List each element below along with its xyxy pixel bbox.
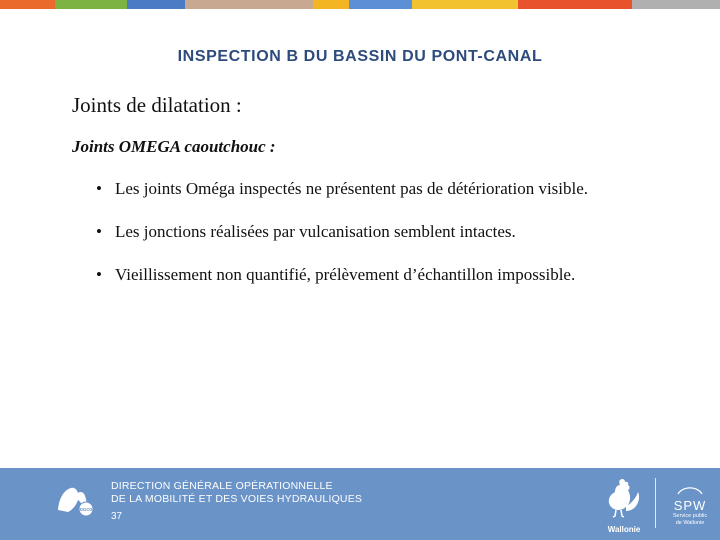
top-bar-segment xyxy=(632,0,720,9)
footer-line-1: DIRECTION GÉNÉRALE OPÉRATIONNELLE xyxy=(111,480,333,492)
bullet-text: Les joints Oméga inspectés ne présentent pas de détérioration visible. xyxy=(115,179,589,198)
bullet-symbol: • xyxy=(96,222,102,241)
bullet-text: Les jonctions réalisées par vulcanisation semblent intactes. xyxy=(115,222,516,241)
bullet-symbol: • xyxy=(96,179,102,198)
spw-name: SPW xyxy=(673,498,707,513)
bullet-text: Vieillissement non quantifié, prélèvement d’échantillon impossible. xyxy=(115,265,576,284)
top-bar-segment xyxy=(313,0,349,9)
top-bar-segment xyxy=(185,0,313,9)
section-title: Joints de dilatation : xyxy=(72,93,242,117)
top-bar-segment xyxy=(518,0,632,9)
spw-arc-icon xyxy=(675,485,705,495)
footer-organization xyxy=(111,480,362,506)
top-bar-segment xyxy=(349,0,412,9)
bullet-symbol: • xyxy=(96,265,102,284)
bullet-item xyxy=(96,178,636,199)
bullet-item xyxy=(96,264,636,285)
footer-bar xyxy=(0,468,720,540)
dgo-logo-text: DGO2 xyxy=(79,507,93,512)
wallonie-label: Wallonie xyxy=(607,525,641,534)
page-number: 37 xyxy=(111,511,123,522)
rooster-logo-icon xyxy=(600,476,648,534)
slide-header-title: INSPECTION B DU BASSIN DU PONT-CANAL xyxy=(177,48,543,65)
section-subheading: Joints OMEGA caoutchouc : xyxy=(72,137,276,156)
bullet-item xyxy=(96,221,636,242)
footer-line-2: DE LA MOBILITÉ ET DES VOIES HYDRAULIQUES xyxy=(111,493,363,505)
spw-logo-icon xyxy=(662,482,718,527)
top-bar-segment xyxy=(412,0,518,9)
logo-divider xyxy=(655,478,656,528)
top-bar-segment xyxy=(55,0,127,9)
top-bar-segment xyxy=(127,0,185,9)
top-bar-segment xyxy=(0,0,55,9)
dgo2-logo-icon xyxy=(56,484,94,521)
spw-subtitle-2: de Wallonie xyxy=(675,520,705,526)
bullet-list xyxy=(96,178,636,307)
spw-subtitle-1: Service public xyxy=(672,513,708,519)
top-color-bar xyxy=(0,0,720,9)
